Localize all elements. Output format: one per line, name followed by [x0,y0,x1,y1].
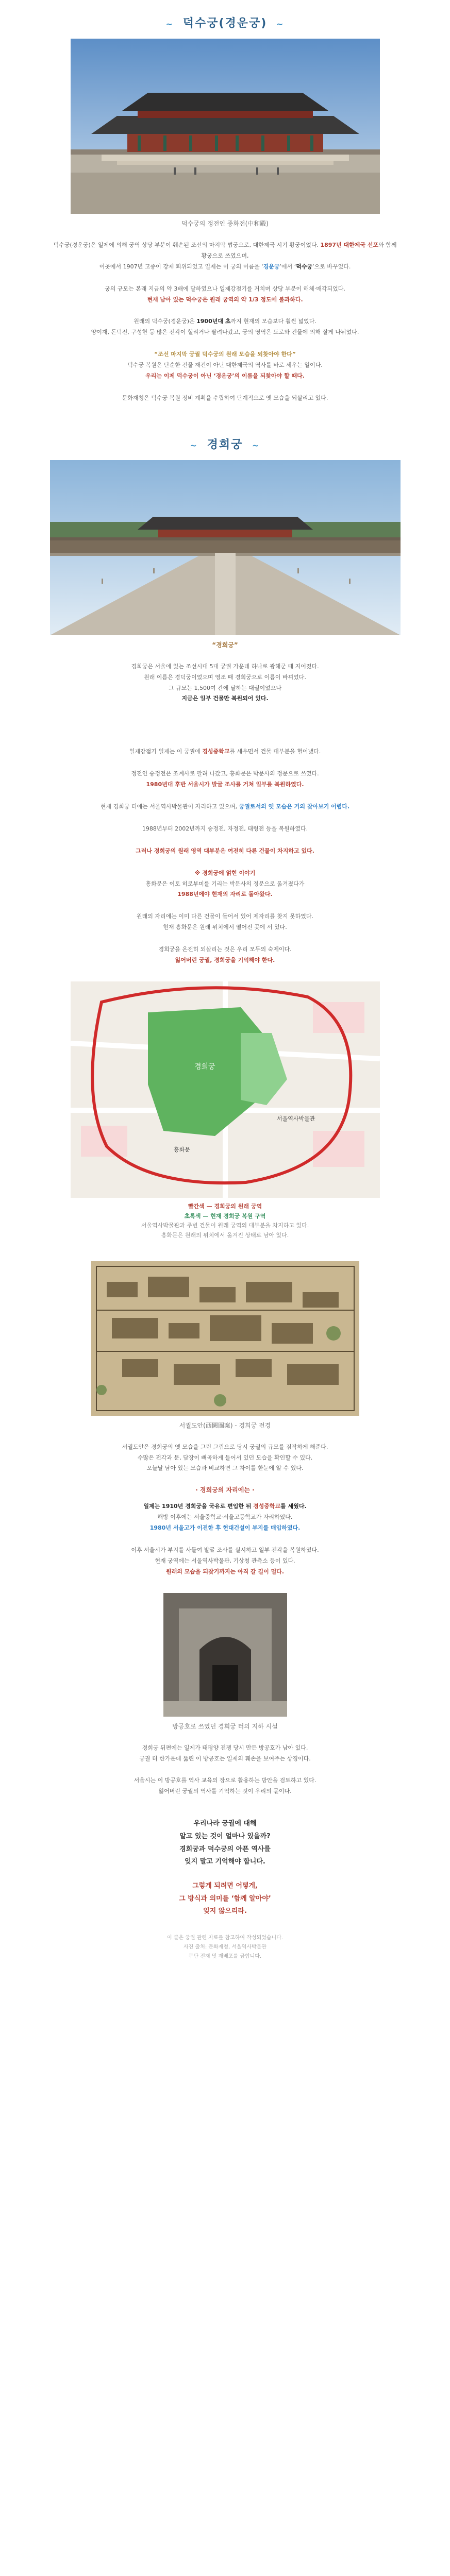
text: 를 세우면서 건물 대부분을 헐어냈다. [229,748,321,755]
closing-line: 우리나라 궁궐에 대해 [193,1820,257,1828]
text: 까지 현재의 모습보다 훨씬 넓었다. [230,318,316,325]
gyeonghuigung-map [71,981,380,1198]
text: 해방 이후에는 서울중학교·서울고등학교가 자리하였다. [157,1514,293,1521]
paragraph [50,747,401,757]
sungjeongjeon-photo [50,460,401,635]
text: 와 함께 황궁으로 쓰였으며, [201,242,397,259]
subsection-title: · 경희궁의 자리에는 · [195,1486,255,1494]
highlight-text: 1897년 대한제국 선포 [320,242,379,248]
paragraph [50,284,401,306]
text: 현재 경희궁 터에는 서울역사박물관이 자리하고 있으며, [100,803,238,810]
text: 서울시는 이 방공호를 역사 교육의 장으로 활용하는 방안을 검토하고 있다. [134,1777,316,1784]
highlight-text: 우리는 이제 덕수궁이 아닌 ‘경운궁’의 이름을 되찾아야 할 때다. [145,372,305,380]
highlight-text: 1980년 서울고가 이전한 후 현대건설이 부지를 매입하였다. [149,1524,301,1532]
text: 이곳에서 1907년 고종이 강제 퇴위되었고 일제는 이 궁의 이름을 [99,263,260,270]
paragraph [50,1501,401,1534]
decor-left-icon: ~ [190,440,198,450]
paragraph [50,846,401,857]
text: 궁의 규모는 본래 지금의 약 3배에 달하였으나 일제강점기를 거치며 상당 부분이 해체·매각되었다. [105,285,345,292]
highlight-text: 경성중학교 [253,1503,281,1510]
highlight-text: 원래의 모습을 되찾기까지는 아직 갈 길이 멀다. [165,1568,285,1575]
painting-caption: 서궐도안(西闕圖案) - 경희궁 전경 [179,1421,271,1429]
highlight-text: 현재 남아 있는 덕수궁은 원래 궁역의 약 1/3 정도에 불과하다. [147,296,303,303]
highlight-text: 궁궐로서의 옛 모습은 거의 찾아보기 어렵다. [239,803,350,810]
text: 원래 이름은 경덕궁이었으며 영조 때 경희궁으로 이름이 바뀌었다. [144,673,306,681]
map-label-heunghwamun: 흥화문 [173,1146,190,1153]
footer [0,1934,450,1961]
section-title-gyeonghuigung [0,415,450,460]
text: 서궐도안은 경희궁의 옛 모습을 그린 그림으로 당시 궁궐의 규모를 짐작하게 해준다. [122,1443,328,1450]
closing-line: 그렇게 되려면 어떻게, [192,1882,258,1890]
text: 궁궐 터 한가운데 뚫린 이 방공호는 일제의 훼손을 보여주는 상징이다. [139,1755,311,1762]
text: 현재 궁역에는 서울역사박물관, 기상청 관측소 등이 있다. [155,1557,295,1564]
text: 경희궁은 서울에 있는 조선시대 5대 궁궐 가운데 하나로 광해군 때 지어졌다. [131,663,319,670]
legend-red: 빨간색 — 경희궁의 원래 궁역 [188,1202,262,1210]
seogwoldoan-painting [91,1261,359,1416]
text: 덕수궁(경운궁)은 일제에 의해 궁역 상당 부분이 훼손된 조선의 마지막 법궁으로, 대한제국 시기 황궁이었다. [53,242,319,248]
decor-left-icon: ~ [165,19,174,29]
text: 원래의 덕수궁(경운궁)은 [134,318,195,325]
paragraph [50,1442,401,1475]
text: 정전인 숭정전은 조계사로 팔려 나갔고, 흥화문은 박문사의 정문으로 쓰였다. [131,770,319,777]
closing-line: 잊지 않으리라. [203,1907,247,1916]
bunker-caption: 방공호로 쓰였던 경희궁 터의 지하 시설 [172,1722,278,1730]
section-title-text: 덕수궁(경운궁) [182,17,268,30]
text: 이후 서울시가 부지를 사들여 발굴 조사를 실시하고 일부 전각을 복원하였다. [131,1547,319,1554]
highlight-text: 1980년대 후반 서울시가 발굴 조사를 거쳐 일부를 복원하였다. [146,781,304,788]
text: 에서 [281,263,293,270]
closing-line: 알고 있는 것이 얼마나 있을까? [179,1832,271,1840]
text: 원래의 자리에는 이미 다른 건물이 들어서 있어 제자리를 찾지 못하였다. [136,913,314,920]
closing-line: 잊지 말고 기억해야 합니다. [185,1858,265,1866]
highlight-text: 1900년대 초 [196,318,231,325]
text: 를 세웠다. [280,1503,307,1510]
junghwajeon-photo [71,39,380,214]
text: 경희궁 뒤편에는 일제가 태평양 전쟁 당시 만든 방공호가 남아 있다. [142,1744,308,1751]
highlight-text: 지금은 일부 건물만 복원되어 있다. [181,695,269,702]
closing-message [0,1818,450,1918]
quote-heading: “조선 마지막 궁궐 덕수궁의 원래 모습을 되찾아야 한다” [154,351,296,358]
closing-line: 경희궁과 덕수궁의 아픈 역사를 [179,1845,271,1853]
text: 으로 바꾸었다. [314,263,351,270]
text: 오늘날 남아 있는 모습과 비교하면 그 차이를 한눈에 알 수 있다. [146,1465,304,1472]
text: 잃어버린 궁궐의 역사를 기억하는 것이 우리의 몫이다. [158,1788,292,1795]
paragraph [50,944,401,966]
highlight-text: 덕수궁 [296,263,313,270]
highlight-text: 경성중학교 [202,748,230,755]
decor-right-icon: ~ [276,19,285,29]
footer-line: 이 글은 궁궐 관련 자료를 참고하여 작성되었습니다. [166,1935,284,1941]
highlight-text: 1988년에야 현재의 자리로 돌아왔다. [177,891,273,898]
footer-line: 무단 전재 및 재배포를 금합니다. [188,1954,262,1960]
paragraph [50,662,401,705]
bunker-photo [163,1593,287,1717]
section-title-text: 경희궁 [207,438,243,451]
footer-line: 사진 출처: 문화재청, 서울역사박물관 [184,1944,266,1951]
map-legend [0,1202,450,1241]
paragraph [50,802,401,812]
text: 일제는 1910년 경희궁을 국유로 편입한 뒤 [143,1503,252,1510]
map-label-gyeonghuigung: 경희궁 [194,1062,215,1071]
paragraph [50,769,401,790]
section-title-deoksugung [0,0,450,39]
paragraph [50,1775,401,1797]
subheading: ※ 경희궁에 얽힌 이야기 [194,869,256,876]
photo-caption: “경희궁” [212,641,238,649]
photo-caption: 덕수궁의 정전인 중화전(中和殿) [181,220,269,227]
text: 덕수궁 복원은 단순한 건물 재건이 아닌 대한제국의 역사를 바로 세우는 일이다. [127,362,323,369]
paragraph [50,1743,401,1765]
highlight-text: 경운궁 [263,263,280,270]
legend-green: 초록색 — 현재 경희궁 복원 구역 [184,1212,266,1219]
legend-note: 서울역사박물관과 주변 건물이 원래 궁역의 대부분을 차지하고 있다. [141,1222,309,1229]
highlight-text: 잃어버린 궁궐, 경희궁을 기억해야 한다. [175,957,275,964]
text: 일제강점기 일제는 이 궁궐에 [129,748,201,755]
paragraph [50,316,401,338]
text: 그 규모는 1,500여 칸에 달하는 대궐이었으나 [169,684,281,691]
decor-right-icon: ~ [252,440,260,450]
highlight-text: 그러나 경희궁의 원래 영역 대부분은 여전히 다른 건물이 차지하고 있다. [136,847,314,854]
paragraph [50,1545,401,1578]
legend-note: 흥화문은 원래의 위치에서 옮겨진 상태로 남아 있다. [161,1232,289,1239]
paragraph [50,349,401,382]
map-label-museum: 서울역사박물관 [276,1115,315,1122]
paragraph [50,393,401,404]
text: 1988년부터 2002년까지 숭정전, 자정전, 태령전 등을 복원하였다. [142,825,308,832]
text: 흥화문은 이토 히로부미를 기리는 박문사의 정문으로 옮겨졌다가 [145,880,305,887]
paragraph: 덕수궁(경운궁)은 일제에 의해 궁역 상당 부분이 훼손된 조선의 마지막 법궁으로, 대한제국 시기 황궁이었다. 1897년 대한제국 선포와 함께 황궁으로 쓰였으며, 이곳에서 1907년 고종이 강제 퇴위되었고 일제는 이 궁의 이름을 ‘경운궁’에서 ‘덕수궁’으로 바꾸었다. [53,242,397,270]
text: 문화재청은 덕수궁 복원 정비 계획을 수립하여 단계적으로 옛 모습을 되살리고 있다. [122,394,328,401]
paragraph [50,911,401,933]
paragraph [50,868,401,901]
text: 양이재, 돈덕전, 구성헌 등 많은 전각이 헐리거나 팔려나갔고, 궁의 영역은 도로와 건물에 의해 잘게 나뉘었다. [91,329,359,336]
text: 현재 흥화문은 원래 위치에서 떨어진 곳에 서 있다. [163,924,287,931]
closing-line: 그 방식과 의미를 ‘함께 알아야’ [179,1894,271,1903]
text: 경희궁을 온전히 되살리는 것은 우리 모두의 숙제이다. [158,946,292,953]
text: 수많은 전각과 문, 담장이 빼곡하게 들어서 있던 모습을 확인할 수 있다. [137,1454,313,1461]
paragraph [50,824,401,835]
